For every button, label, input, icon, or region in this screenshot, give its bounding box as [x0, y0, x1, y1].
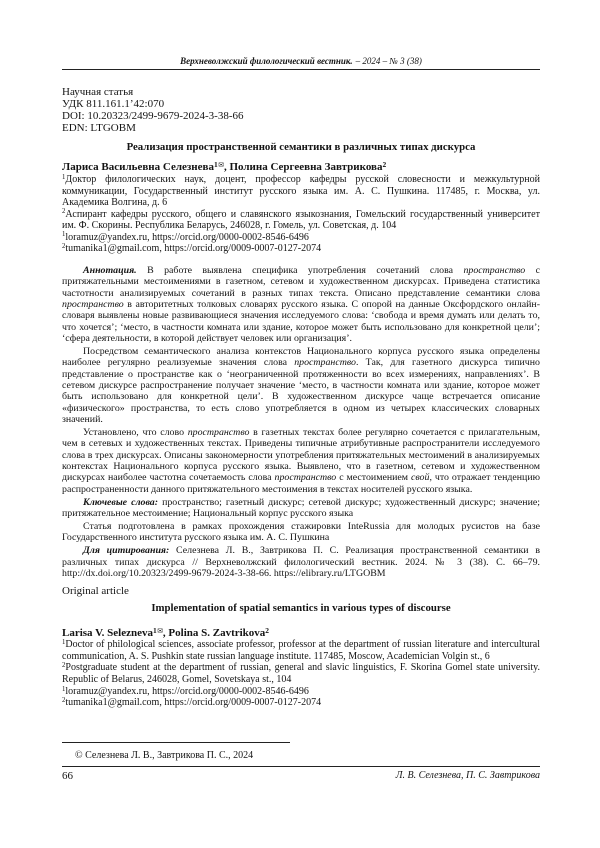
footnote-marker: 1: [62, 639, 66, 647]
footnote-marker: 1: [62, 231, 66, 239]
citation: [62, 545, 540, 579]
text-run: В работе выявлена специфика употребления сочетаний слова: [136, 265, 464, 276]
emphasized-text: пространство: [294, 357, 356, 369]
affiliation-ru-2: [62, 209, 540, 232]
copyright-note: © Селезнева Л. В., Завтрикова П. С., 2024: [75, 750, 254, 761]
journal-name: Верхневолжский филологический вестник.: [180, 56, 353, 66]
authors-ru: [62, 161, 540, 173]
footnote-marker: 1: [152, 625, 157, 635]
footnote-marker: 2: [62, 662, 66, 670]
text-run: в газетных текстах более регулярно сочетается с прилагательным, чем в сетевых и художественных текстах. Приведены типичные атрибутивные распространители исследуемого слова в трех дискурсах. Описаны закономерности употребления притяжательных местоимений в анализируемых контекстах Национального корпуса русского языка. Выявлено, что в газетном, сетевом и художественном дискурсах наиболее частотна сочетаемость слова: [62, 427, 541, 484]
keywords: [62, 497, 540, 520]
footnote-marker: 2: [382, 159, 387, 169]
text-run: Статья подготовлена в рамках прохождения стажировки InteRussia для молодых русистов на базе Государственного института русского языка им. А. С. Пушкина: [62, 520, 540, 544]
article-type: Научная статья: [62, 86, 134, 98]
affiliation-en-2: [62, 662, 540, 685]
edn: EDN: LTGOBM: [62, 122, 136, 134]
affiliation-ru-1: [62, 174, 540, 209]
text-run: Селезнева Л. В., Завтрикова П. С. Реализация пространственной семантики в различных типах дискурса // Верхневолжский филологический вестник. 2024. № 3 (38). С. 66–79. http://dx.doi.org/10.20323/2499-9679-2024-3-38-66. https://elibrary.ru/LTGOBM: [62, 545, 540, 579]
emphasized-text: Ключевые слова:: [83, 496, 159, 508]
email-ru-1[interactable]: [62, 232, 540, 244]
emphasized-text: пространство: [274, 472, 337, 484]
running-authors: Л. В. Селезнева, П. С. Завтрикова: [395, 770, 540, 781]
emphasized-text: пространство: [463, 265, 526, 276]
emphasized-text: пространство: [187, 427, 250, 438]
footnote-rule: [62, 742, 290, 743]
envelope-icon: ✉: [218, 160, 224, 169]
text-run: Доктор филологических наук, доцент, профессор кафедры русской словесности и межкультурной коммуникации, Государственный институт русского языка им. А. С. Пушкина. 117485, г. Москва, ул. Академика Волгина, д. 6: [62, 174, 540, 208]
journal-header: [62, 55, 540, 70]
footnote-marker: 1: [213, 159, 218, 169]
abstract-paragraph-1: [62, 265, 540, 344]
footnote-marker: 2: [62, 208, 66, 216]
footnote-marker: 1: [62, 685, 66, 693]
article-meta: [62, 86, 540, 134]
affiliations-en: [62, 639, 540, 709]
footnote-marker: 2: [62, 697, 66, 705]
text-run: . Так, для газетного дискурса типично представление о пространстве как о ‘неограниченной протяженности во всех измерениях, направлениях’. В сетевом дискурсе распространение получает значение ‘место, в частности комната или здание, которое может быть использовано для конкретной цели’. В художественном дискурсе чаще встречается описание «физического» пространства, то есть слово употребляется в одном из четырех классических словарных значений.: [62, 357, 540, 426]
issue-info: – 2024 – № 3 (38): [355, 56, 422, 66]
text-run: Посредством семантического анализа контекстов Национального корпуса русского языка определены наиболее регулярно реализуемые значения слова: [62, 346, 540, 369]
email-en-2[interactable]: [62, 697, 540, 709]
authors-en: [62, 627, 540, 639]
text-run: с местоимением: [336, 472, 412, 484]
abstract-paragraph-3: [62, 427, 540, 495]
footnote-marker: 1: [62, 173, 66, 181]
email-en-1[interactable]: [62, 686, 540, 698]
article-type-en: Original article: [62, 585, 129, 598]
text-run: , Polina S. Zavtrikova: [162, 627, 266, 640]
funding-note: [62, 521, 540, 544]
article-first-page: [62, 86, 540, 709]
doi: DOI: 10.20323/2499-9679-2024-3-38-66: [62, 110, 244, 122]
emphasized-text: пространство: [62, 299, 124, 311]
page-footer: [62, 766, 540, 782]
affiliation-en-1: [62, 639, 540, 662]
text-run: tumanika1@gmail.com, https://orcid.org/0009-0007-0127-2074: [65, 243, 322, 254]
udc-code: УДК 811.161.1’42:070: [62, 98, 165, 110]
text-run: , что отражает тенденцию распространенности данного притяжательного местоимения в текстах носителей русского языка.: [62, 472, 540, 495]
emphasized-text: Аннотация.: [83, 265, 137, 276]
text-run: Doctor of philological sciences, associate professor, professor at the department of russian literature and intercultural communication, A. S. Pushkin state russian language institute. 117485, Moscow, Academician Volgin st., 6: [62, 639, 540, 662]
text-run: Аспирант кафедры русского, общего и славянского языкознания, Гомельский государственный университет им. Ф. Скорины. Республика Беларусь, 246028, г. Гомель, ул. Советская, д. 104: [62, 208, 540, 231]
envelope-icon: ✉: [157, 626, 163, 635]
emphasized-text: свой: [411, 472, 430, 484]
text-run: Лариса Васильевна Селезнева: [62, 161, 214, 173]
text-run: Larisa V. Selezneva: [62, 627, 153, 640]
affiliations-ru: [62, 174, 540, 255]
text-run: loramuz@yandex.ru, https://orcid.org/0000-0002-8546-6496: [65, 231, 309, 243]
page-number: 66: [62, 770, 73, 782]
text-run: , Полина Сергеевна Завтрикова: [223, 161, 383, 173]
footnote-marker: 2: [265, 625, 270, 635]
article-title-en: Implementation of spatial semantics in various types of discourse: [151, 602, 451, 615]
email-ru-2[interactable]: [62, 243, 540, 255]
text-run: в авторитетных толковых словарях русского языка. С опорой на данные Оксфордского онлайн-словаря выявлены новые развивающиеся значения исследуемого слова: ‘свобода и время думать или делать то, что хочется’; ‘место, в частности комната или здание, которое может быть использовано для конкретной цели’; ‘сфера деятельности, в которой действует человек или организация’.: [62, 299, 540, 345]
emphasized-text: Для цитирования:: [83, 545, 170, 557]
article-title-ru: Реализация пространственной семантики в различных типах дискурса: [126, 141, 476, 153]
text-run: loramuz@yandex.ru, https://orcid.org/0000-0002-8546-6496: [65, 685, 309, 697]
abstract-section: [62, 265, 540, 579]
text-run: tumanika1@gmail.com, https://orcid.org/0009-0007-0127-2074: [65, 697, 322, 709]
footnote-marker: 2: [62, 242, 66, 250]
text-run: с притяжательными местоимениями в газетном, сетевом и художественном дискурсах. Приведена статистика частотности анализируемых сочетаний в разных типах текста. Описано представление семантики слова: [62, 265, 541, 299]
text-run: Postgraduate student at the department of russian, general and slavic linguistics, F. Skorina Gomel state university. Republic of Belarus, 246028, Gomel, Sovetskaya st., 104: [62, 662, 540, 686]
text-run: Установлено, что слово: [83, 427, 188, 438]
text-run: пространство; газетный дискурс; сетевой дискурс; художественный дискурс; значение; притяжательное местоимение; Национальный корпус русского языка: [62, 496, 541, 519]
abstract-paragraph-2: [62, 346, 540, 425]
